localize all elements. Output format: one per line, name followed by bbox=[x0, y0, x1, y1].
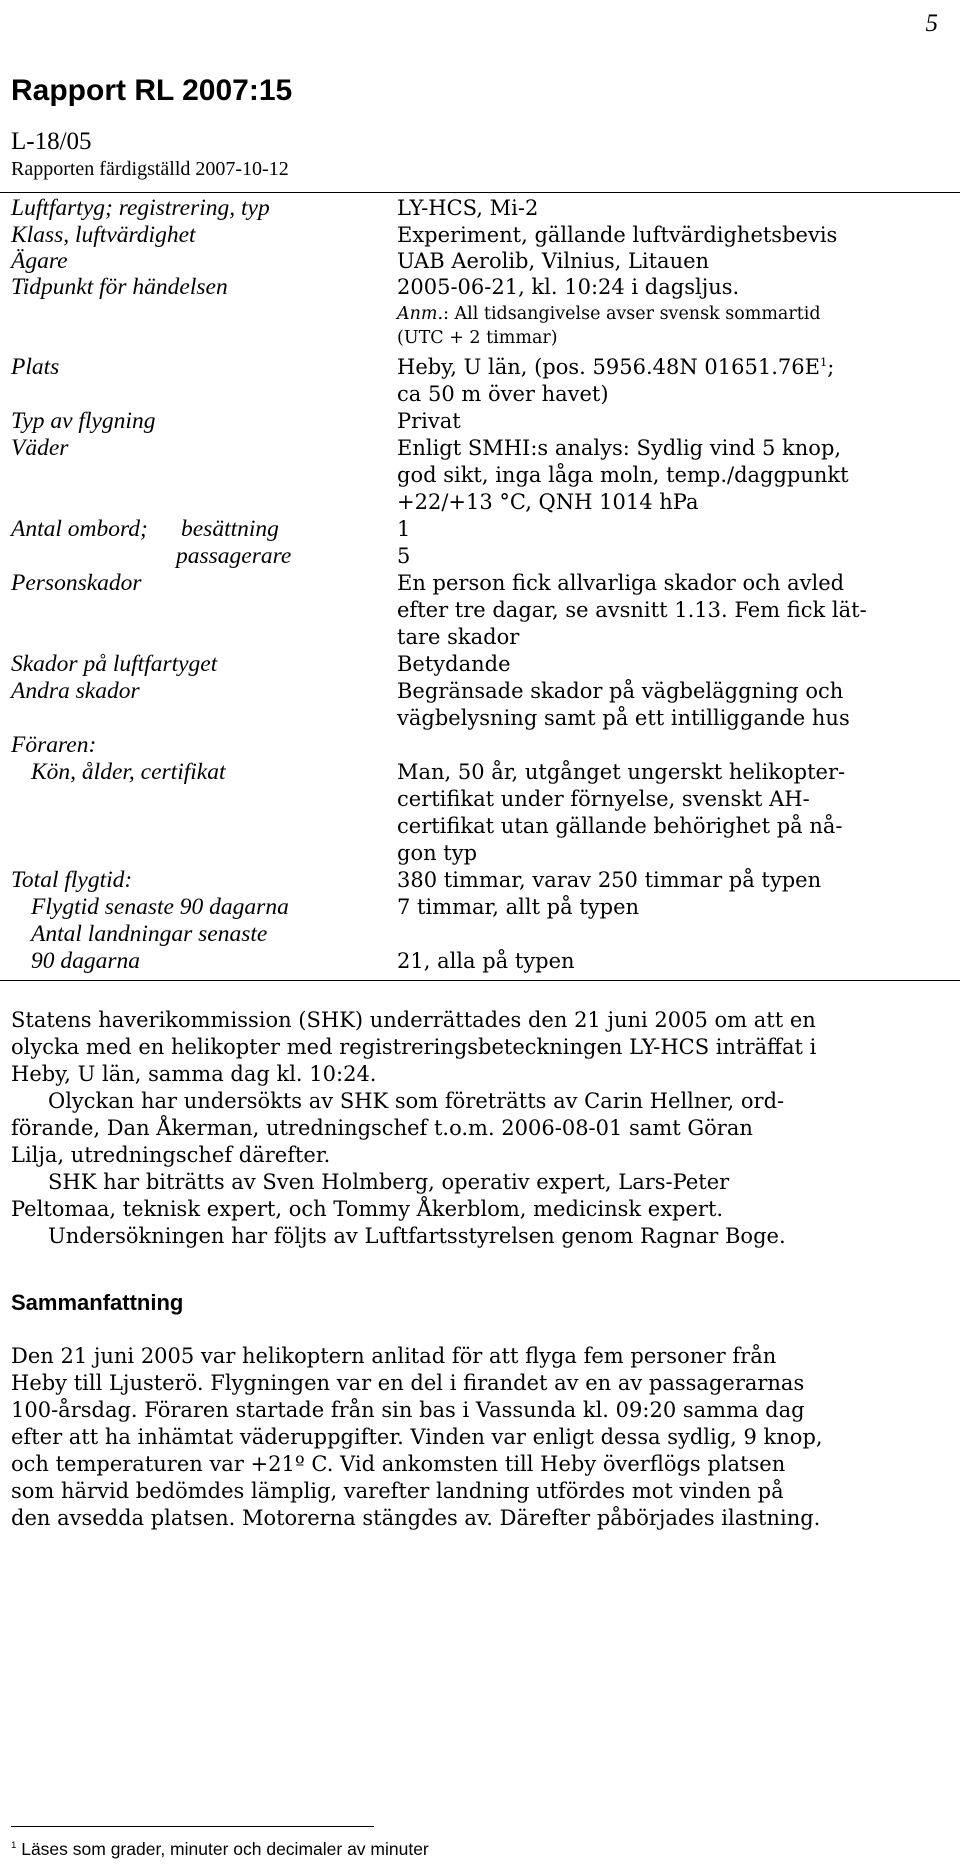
fact-row-total bbox=[11, 865, 951, 895]
fact-label: Föraren: bbox=[11, 732, 97, 758]
paragraph-line: Heby, U län, samma dag kl. 10:24. bbox=[11, 1062, 377, 1086]
fact-row-weather-2 bbox=[11, 460, 951, 490]
fact-row-pilot bbox=[11, 730, 951, 760]
fact-value bbox=[397, 352, 834, 382]
footnote bbox=[11, 1839, 429, 1860]
page-number: 5 bbox=[925, 10, 938, 37]
fact-row-time bbox=[11, 272, 951, 302]
fact-label: Skador på luftfartyget bbox=[11, 651, 218, 677]
fact-label: Luftfartyg; registrering, typ bbox=[11, 195, 270, 221]
fact-value: tare skador bbox=[397, 625, 520, 649]
fact-row-pilot-details-3 bbox=[11, 811, 951, 841]
fact-value: certifikat utan gällande behörighet på nå- bbox=[397, 814, 843, 838]
facts-table-bottom-rule bbox=[0, 980, 960, 981]
fact-row-injuries-3 bbox=[11, 622, 951, 652]
fact-value: LY-HCS, Mi-2 bbox=[397, 196, 539, 220]
report-title: Rapport RL 2007:15 bbox=[11, 74, 293, 107]
footnote-mark: 1 bbox=[11, 1840, 17, 1852]
fact-value: efter tre dagar, se avsnitt 1.13. Fem fick lät- bbox=[397, 598, 867, 622]
fact-row-crew bbox=[11, 514, 951, 544]
paragraph-line: Lilja, utredningschef därefter. bbox=[11, 1143, 331, 1167]
fact-row-weather-3 bbox=[11, 487, 951, 517]
report-id: L-18/05 bbox=[11, 128, 92, 155]
report-completed-date: Rapporten färdigställd 2007-10-12 bbox=[11, 158, 289, 180]
paragraph-line: och temperaturen var +21º C. Vid ankomsten till Heby överflögs platsen bbox=[11, 1452, 786, 1476]
fact-value: Betydande bbox=[397, 652, 511, 676]
paragraph-line: Statens haverikommission (SHK) underrättades den 21 juni 2005 om att en bbox=[11, 1008, 816, 1032]
fact-value: 21, alla på typen bbox=[397, 949, 575, 973]
fact-value: Privat bbox=[397, 409, 461, 433]
fact-row-landings-2 bbox=[11, 946, 951, 976]
fact-label: Väder bbox=[11, 435, 69, 461]
time-note-text: : All tidsangivelse avser svensk sommartid bbox=[443, 304, 821, 324]
fact-value: 2005-06-21, kl. 10:24 i dagsljus. bbox=[397, 275, 740, 299]
place-value-end: ; bbox=[827, 355, 835, 379]
fact-row-time-note-2 bbox=[11, 323, 951, 353]
fact-row-pilot-details bbox=[11, 757, 951, 787]
fact-value: En person fick allvarliga skador och avled bbox=[397, 571, 845, 595]
fact-label: Plats bbox=[11, 354, 60, 380]
fact-row-recent bbox=[11, 892, 951, 922]
fact-row-other-damage-2 bbox=[11, 703, 951, 733]
fact-label: Flygtid senaste 90 dagarna bbox=[31, 894, 289, 920]
fact-label: Antal ombord; bbox=[11, 516, 148, 542]
fact-sublabel: besättning bbox=[181, 516, 279, 542]
fact-row-pilot-details-4 bbox=[11, 838, 951, 868]
fact-value: 7 timmar, allt på typen bbox=[397, 895, 640, 919]
fact-label: Total flygtid: bbox=[11, 867, 133, 893]
fact-value: +22/+13 °C, QNH 1014 hPa bbox=[397, 490, 699, 514]
fact-label: Typ av flygning bbox=[11, 408, 156, 434]
fact-label: Kön, ålder, certifikat bbox=[31, 759, 226, 785]
paragraph-line: olycka med en helikopter med registreringsbeteckningen LY-HCS inträffat i bbox=[11, 1035, 817, 1059]
footnote-ref: 1 bbox=[819, 355, 828, 369]
paragraph-line: 100-årsdag. Föraren startade från sin bas i Vassunda kl. 09:20 samma dag bbox=[11, 1398, 805, 1422]
time-note-line2: (UTC + 2 timmar) bbox=[397, 328, 558, 348]
fact-value: vägbelysning samt på ett intilliggande hus bbox=[397, 706, 850, 730]
paragraph-line: som härvid bedömdes lämplig, varefter landning utfördes mot vinden på bbox=[11, 1479, 784, 1503]
paragraph-line: Heby till Ljusterö. Flygningen var en del i firandet av en av passagerarnas bbox=[11, 1371, 805, 1395]
fact-row-injuries bbox=[11, 568, 951, 598]
fact-value: gon typ bbox=[397, 841, 478, 865]
section-heading: Sammanfattning bbox=[11, 1290, 184, 1315]
fact-row-landings bbox=[11, 919, 951, 949]
fact-value: Man, 50 år, utgånget ungerskt helikopter- bbox=[397, 760, 846, 784]
paragraph-line: den avsedda platsen. Motorerna stängdes av. Därefter påbörjades ilastning. bbox=[11, 1506, 821, 1530]
fact-sublabel: passagerare bbox=[176, 543, 292, 569]
fact-value: ca 50 m över havet) bbox=[397, 382, 609, 406]
fact-row-place-2 bbox=[11, 379, 951, 409]
footnote-text: Läses som grader, minuter och decimaler av minuter bbox=[16, 1839, 429, 1859]
time-note-prefix: Anm. bbox=[397, 304, 444, 324]
paragraph-line: Peltomaa, teknisk expert, och Tommy Åkerblom, medicinsk expert. bbox=[11, 1197, 724, 1221]
fact-value: 380 timmar, varav 250 timmar på typen bbox=[397, 868, 822, 892]
fact-value: 5 bbox=[397, 544, 411, 568]
fact-label: 90 dagarna bbox=[31, 948, 141, 974]
fact-row-pilot-details-2 bbox=[11, 784, 951, 814]
fact-row-weather bbox=[11, 433, 951, 463]
paragraph-line: Olyckan har undersökts av SHK som företrätts av Carin Hellner, ord- bbox=[48, 1089, 785, 1113]
fact-row-place bbox=[11, 352, 951, 382]
fact-row-damage bbox=[11, 649, 951, 679]
paragraph-line: förande, Dan Åkerman, utredningschef t.o.m. 2006-08-01 samt Göran bbox=[11, 1116, 753, 1140]
paragraph-line: efter att ha inhämtat väderuppgifter. Vinden var enligt dessa sydlig, 9 knop, bbox=[11, 1425, 823, 1449]
fact-value: certifikat under förnyelse, svenskt AH- bbox=[397, 787, 810, 811]
fact-value: god sikt, inga låga moln, temp./daggpunkt bbox=[397, 463, 849, 487]
footnote-rule bbox=[11, 1826, 374, 1827]
fact-label: Klass, luftvärdighet bbox=[11, 222, 196, 248]
fact-label: Ägare bbox=[11, 248, 68, 274]
fact-value: Begränsade skador på vägbeläggning och bbox=[397, 679, 844, 703]
paragraph-line: Undersökningen har följts av Luftfartsstyrelsen genom Ragnar Boge. bbox=[48, 1224, 786, 1248]
fact-row-aircraft bbox=[11, 193, 951, 223]
paragraph-line: SHK har biträtts av Sven Holmberg, operativ expert, Lars-Peter bbox=[48, 1170, 730, 1194]
fact-label: Tidpunkt för händelsen bbox=[11, 274, 228, 300]
fact-row-injuries-2 bbox=[11, 595, 951, 625]
fact-row-other-damage bbox=[11, 676, 951, 706]
fact-value: Enligt SMHI:s analys: Sydlig vind 5 knop, bbox=[397, 436, 842, 460]
fact-value: 1 bbox=[397, 517, 411, 541]
fact-value: Experiment, gällande luftvärdighetsbevis bbox=[397, 223, 838, 247]
fact-label: Antal landningar senaste bbox=[31, 921, 268, 947]
fact-label: Personskador bbox=[11, 570, 142, 596]
place-value: Heby, U län, (pos. 5956.48N 01651.76E bbox=[397, 355, 820, 379]
fact-row-flight-type bbox=[11, 406, 951, 436]
fact-row-passengers bbox=[11, 541, 951, 571]
paragraph-line: Den 21 juni 2005 var helikoptern anlitad för att flyga fem personer från bbox=[11, 1344, 777, 1368]
fact-value: UAB Aerolib, Vilnius, Litauen bbox=[397, 249, 710, 273]
fact-label: Andra skador bbox=[11, 678, 140, 704]
